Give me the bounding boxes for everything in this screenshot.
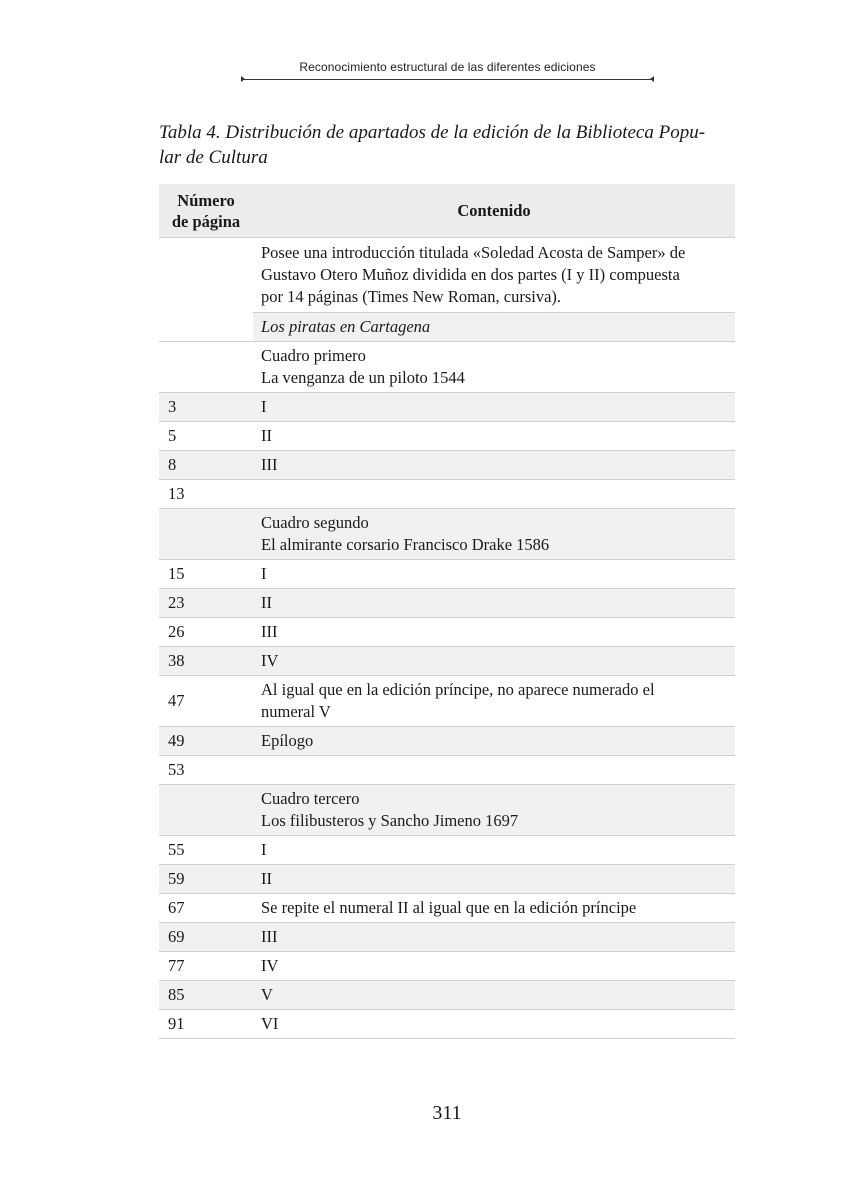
content-cell: III [253,451,735,480]
table-row [159,647,735,676]
page-cell: 77 [159,952,253,981]
table-row [159,393,735,422]
intro-line: Posee una introducción titulada «Soledad Acosta de Samper» de [261,243,686,262]
content-cell: IV [253,647,735,676]
cuadro-subtitle: Los filibusteros y Sancho Jimeno 1697 [261,811,519,830]
page-cell: 85 [159,981,253,1010]
caption-line: Tabla 4. Distribución de apartados de la edición de la Biblioteca Popu- [159,122,706,143]
page-cell: 67 [159,894,253,923]
running-header [241,60,654,80]
table-row [159,480,735,509]
page-number: 311 [432,1102,462,1124]
page-cell: 26 [159,618,253,647]
column-header-page-line1: Número [177,190,235,210]
table-row [159,676,735,727]
header-rule [241,79,654,80]
table-row [159,923,735,952]
table-row [159,836,735,865]
intro-line: por 14 páginas (Times New Roman, cursiva). [261,287,562,306]
cuadro-subtitle: La venganza de un piloto 1544 [261,368,465,387]
content-cell [253,676,735,727]
page-cell [159,342,253,393]
page-cell: 3 [159,393,253,422]
content-cell: III [253,618,735,647]
page-cell: 5 [159,422,253,451]
table-row [159,894,735,923]
table-row [159,1010,735,1039]
column-header-page [159,184,253,238]
content-cell: III [253,923,735,952]
cuadro-title: Cuadro primero [261,346,366,365]
content-cell: I [253,560,735,589]
page-cell: 38 [159,647,253,676]
content-cell: I [253,393,735,422]
page-cell: 91 [159,1010,253,1039]
intro-line: Gustavo Otero Muñoz dividida en dos partes (I y II) compuesta [261,265,680,284]
intro-cell [253,238,735,313]
table-row-cuadro [159,785,735,836]
table-row [159,589,735,618]
content-cell: II [253,422,735,451]
table-row [159,560,735,589]
table-caption [159,120,737,170]
table-row-work-title [159,313,735,342]
table-row [159,865,735,894]
work-title-cell: Los piratas en Cartagena [253,313,735,342]
content-cell [253,756,735,785]
content-cell: II [253,865,735,894]
table-row-intro [159,238,735,313]
content-cell: Epílogo [253,727,735,756]
table-row [159,451,735,480]
page-cell: 49 [159,727,253,756]
table-row [159,618,735,647]
column-header-page-line2: de página [171,211,241,231]
cuadro-title: Cuadro tercero [261,789,360,808]
note-line: Al igual que en la edición príncipe, no aparece numerado el [261,680,655,699]
content-cell: I [253,836,735,865]
table-row [159,727,735,756]
content-cell: IV [253,952,735,981]
page-cell: 59 [159,865,253,894]
running-title: Reconocimiento estructural de las diferentes ediciones [299,60,596,74]
content-cell: V [253,981,735,1010]
page-cell: 23 [159,589,253,618]
table-row-cuadro [159,342,735,393]
page-cell: 8 [159,451,253,480]
table-row [159,952,735,981]
page-cell: 15 [159,560,253,589]
cuadro-cell [253,342,735,393]
caption-line: lar de Cultura [159,147,268,168]
cuadro-cell [253,509,735,560]
page-cell: 47 [159,676,253,727]
page-cell [159,785,253,836]
table-header-row [159,184,735,238]
content-cell: II [253,589,735,618]
page-cell [159,313,253,342]
column-header-content: Contenido [253,184,735,238]
contents-table [159,184,735,1039]
cuadro-subtitle: El almirante corsario Francisco Drake 1586 [261,535,550,554]
content-cell: Se repite el numeral II al igual que en la edición príncipe [253,894,735,923]
cuadro-title: Cuadro segundo [261,513,369,532]
content-cell [253,480,735,509]
table-row [159,981,735,1010]
cuadro-cell [253,785,735,836]
note-line: numeral V [261,702,331,721]
page-cell [159,509,253,560]
table-row [159,422,735,451]
page-cell: 55 [159,836,253,865]
table-row [159,756,735,785]
page-cell: 53 [159,756,253,785]
table-row-cuadro [159,509,735,560]
content-cell: VI [253,1010,735,1039]
page-cell: 69 [159,923,253,952]
page-cell: 13 [159,480,253,509]
page-cell [159,238,253,313]
